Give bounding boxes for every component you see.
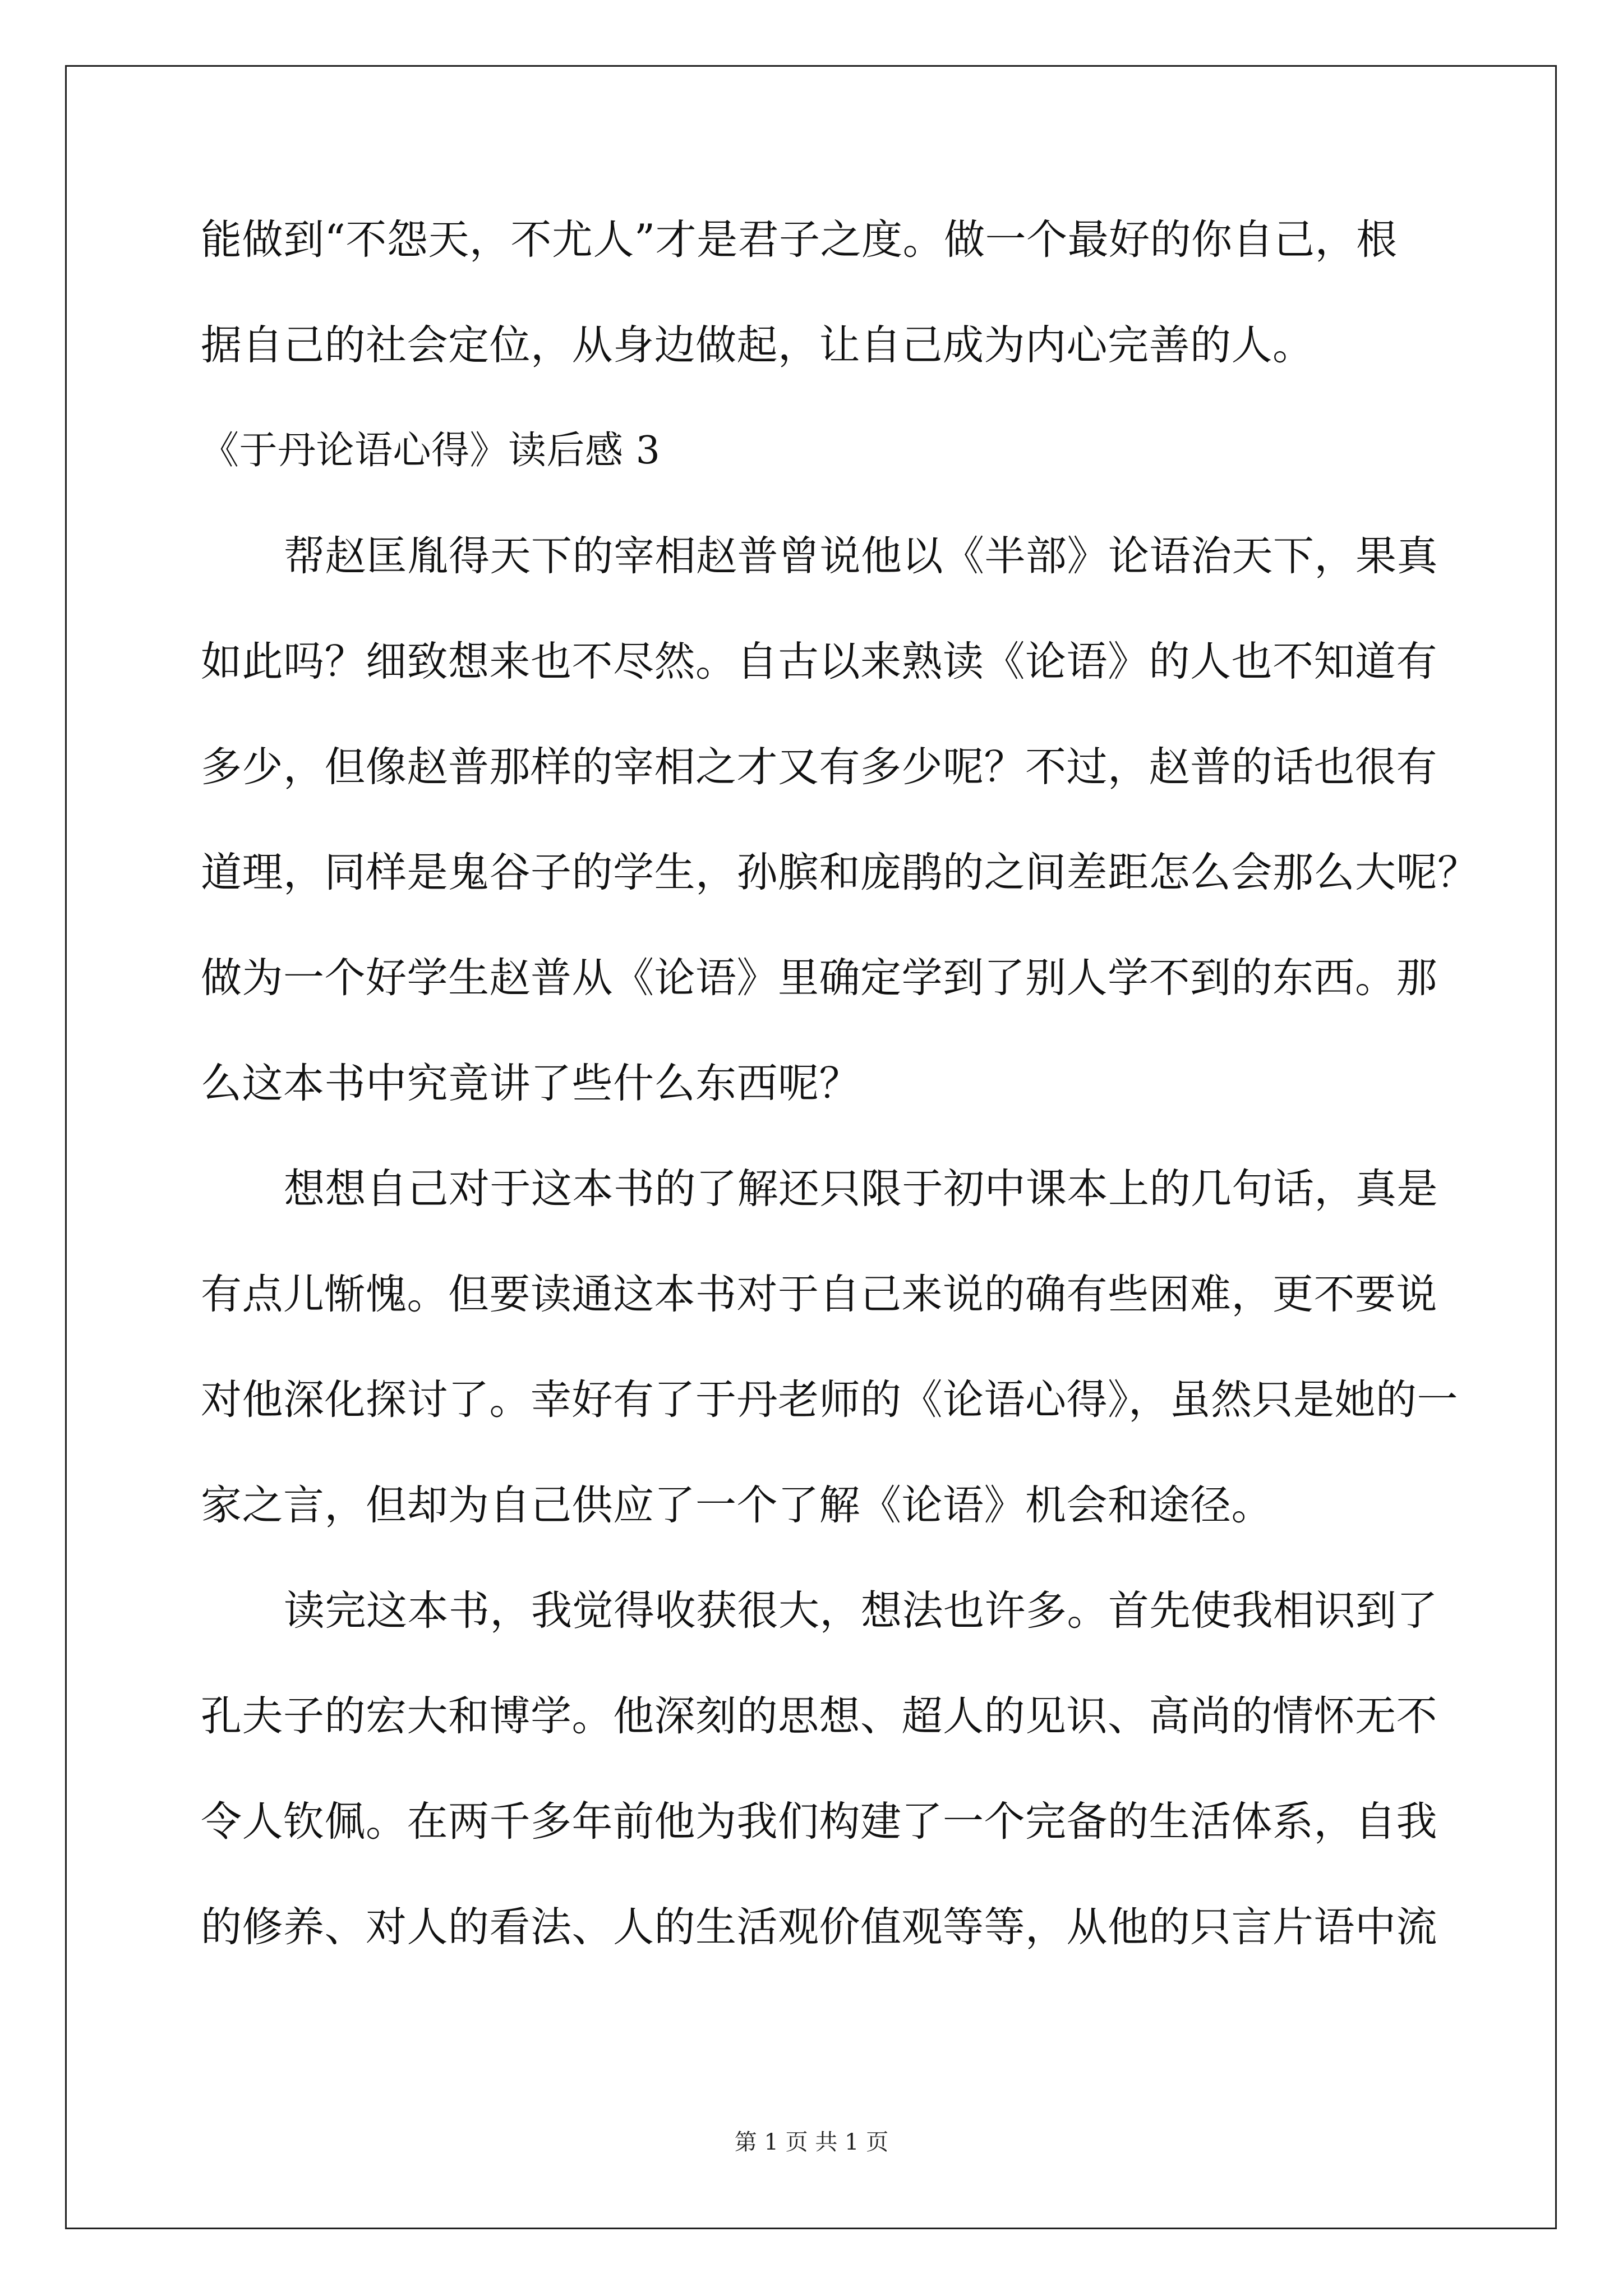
text-line: 如此吗？细致想来也不尽然。自古以来熟读《论语》的人也不知道有 xyxy=(201,638,1437,685)
text-line: 想想自己对于这本书的了解还只限于初中课本上的几句话，真是 xyxy=(284,1165,1438,1213)
text-line: 的修养、对人的看法、人的生活观价值观等等，从他的只言片语中流 xyxy=(201,1903,1437,1951)
text-line: 对他深化探讨了。幸好有了于丹老师的《论语心得》，虽然只是她的一 xyxy=(201,1376,1458,1424)
page-footer: 第 1 页 共 1 页 xyxy=(734,2129,889,2155)
text-line: 读完这本书，我觉得收获很大，想法也许多。首先使我相识到了 xyxy=(284,1587,1438,1635)
text-line: 家之言，但却为自己供应了一个了解《论语》机会和途径。 xyxy=(201,1481,1272,1529)
text-line: 多少，但像赵普那样的宰相之才又有多少呢？不过，赵普的话也很有 xyxy=(201,743,1437,791)
text-line: 么这本书中究竟讲了些什么东西呢？ xyxy=(201,1060,860,1107)
text-line: 孔夫子的宏大和博学。他深刻的思想、超人的见识、高尚的情怀无不 xyxy=(201,1692,1437,1740)
text-line: 有点儿惭愧。但要读通这本书对于自己来说的确有些困难，更不要说 xyxy=(201,1271,1437,1318)
text-line: 据自己的社会定位，从身边做起，让自己成为内心完善的人。 xyxy=(201,321,1314,369)
text-line: 令人钦佩。在两千多年前他为我们构建了一个完备的生活体系，自我 xyxy=(201,1798,1437,1846)
section-heading: 《于丹论语心得》读后感 3 xyxy=(201,429,661,473)
text-line: 道理，同样是鬼谷子的学生，孙膑和庞鹃的之间差距怎么会那么大呢？ xyxy=(201,849,1479,896)
text-line: 能做到“不怨天，不尤人”才是君子之度。做一个最好的你自己，根 xyxy=(201,216,1398,264)
text-line: 帮赵匡胤得天下的宰相赵普曾说他以《半部》论语治天下，果真 xyxy=(284,532,1438,580)
document-body xyxy=(201,216,1479,1951)
text-line: 做为一个好学生赵普从《论语》里确定学到了别人学不到的东西。那 xyxy=(201,954,1437,1002)
